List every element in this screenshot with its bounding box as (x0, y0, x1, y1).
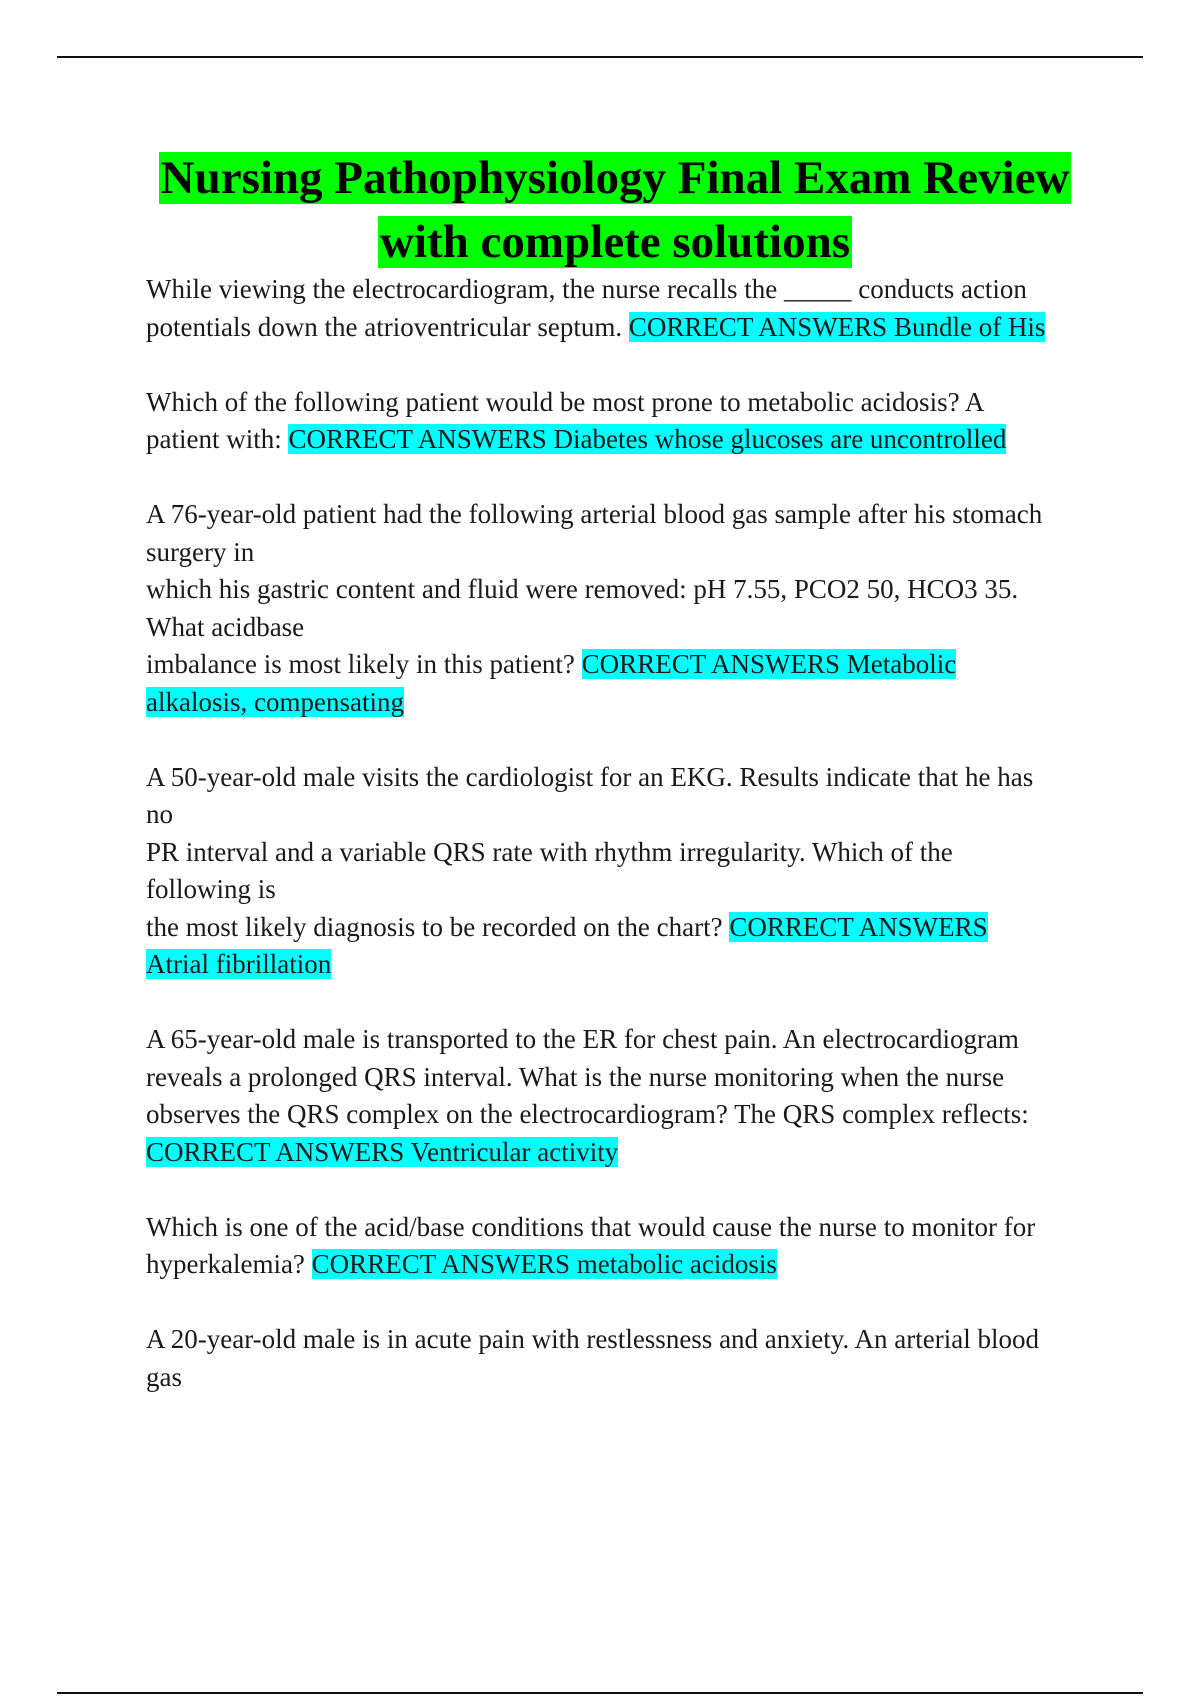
question-text: patient with: (146, 424, 282, 454)
question-text: A 65-year-old male is transported to the ER for chest pain. An electrocardiogram (146, 1024, 1019, 1054)
question-text: A 76-year-old patient had the following arterial blood gas sample after his stomach (146, 499, 1043, 529)
question-text: hyperkalemia? (146, 1249, 305, 1279)
question-text: observes the QRS complex on the electrocardiogram? The QRS complex reflects: (146, 1099, 1029, 1129)
question-text: PR interval and a variable QRS rate with rhythm irregularity. Which of the (146, 836, 953, 867)
answer-highlight: CORRECT ANSWERS Metabolic (581, 649, 957, 679)
question-text: A 20-year-old male is in acute pain with restlessness and anxiety. An arterial blood (146, 1324, 1039, 1354)
answer-highlight: alkalosis, compensating (146, 686, 404, 717)
question-item (146, 384, 1091, 459)
title-line-1: Nursing Pathophysiology Final Exam Review (160, 152, 1070, 204)
question-text: following is (146, 874, 276, 904)
question-text: surgery in (146, 536, 255, 567)
question-item (146, 496, 1091, 721)
question-text: reveals a prolonged QRS interval. What is the nurse monitoring when the nurse (146, 1061, 1005, 1092)
question-item (146, 1209, 1091, 1284)
question-text: imbalance is most likely in this patient? (146, 649, 575, 679)
question-text: no (146, 799, 173, 829)
question-text: Which is one of the acid/base conditions that would cause the nurse to monitor for (146, 1211, 1036, 1242)
question-text: While viewing the electrocardiogram, the nurse recalls the _____ conducts action (146, 274, 1027, 304)
document-title (140, 146, 1090, 274)
question-item (146, 1321, 1091, 1396)
title-line-2: with complete solutions (380, 216, 850, 268)
answer-highlight: Atrial fibrillation (146, 949, 332, 979)
answer-highlight: CORRECT ANSWERS Bundle of His (628, 311, 1046, 342)
question-text: Which of the following patient would be most prone to metabolic acidosis? A (146, 386, 985, 417)
question-text: which his gastric content and fluid were removed: pH 7.55, PCO2 50, HCO3 35. (146, 574, 1019, 604)
answer-highlight: CORRECT ANSWERS Ventricular activity (146, 1136, 619, 1167)
answer-highlight: CORRECT ANSWERS metabolic acidosis (311, 1249, 777, 1279)
question-item (146, 759, 1091, 984)
answer-highlight: CORRECT ANSWERS Diabetes whose glucoses are uncontrolled (288, 424, 1007, 454)
question-item (146, 1021, 1091, 1171)
question-text: potentials down the atrioventricular septum. (146, 311, 623, 342)
question-text: A 50-year-old male visits the cardiologist for an EKG. Results indicate that he has (146, 761, 1034, 792)
answer-highlight: CORRECT ANSWERS (729, 911, 988, 942)
question-item (146, 271, 1091, 346)
question-text: What acidbase (146, 611, 305, 642)
footer-rule (57, 1692, 1143, 1694)
question-list (146, 271, 1091, 1434)
question-text: gas (146, 1361, 182, 1392)
question-text: the most likely diagnosis to be recorded on the chart? (146, 911, 723, 942)
header-rule (57, 56, 1143, 58)
